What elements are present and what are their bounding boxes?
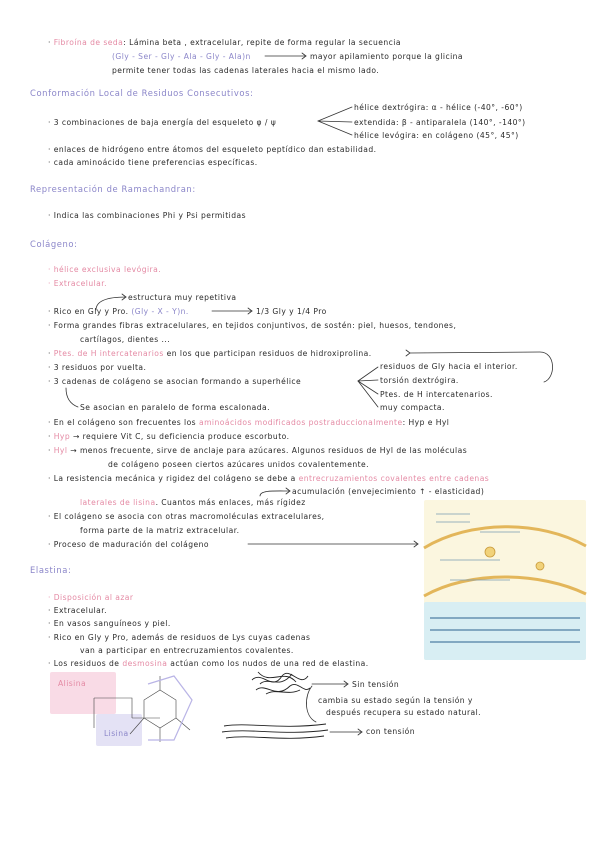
colageno-bullet-2: · Extracelular. (48, 279, 108, 288)
elastina-bullet-3: · En vasos sanguíneos y piel. (48, 619, 171, 628)
asocian-arrow (66, 388, 78, 407)
colageno-bullet-6: · 3 residuos por vuelta. (48, 363, 147, 372)
ramachandran-bullet-1: · Indica las combinaciones Phi y Psi permitidas (48, 211, 246, 220)
colageno-heading: Colágeno: (30, 239, 78, 249)
superhelix-prop-2: torsión dextrógira. (380, 376, 459, 385)
colageno-bullet-10b: de colágeno poseen ciertos azúcares unidos covalentemente. (108, 460, 370, 469)
superhelix-prop-1: residuos de Gly hacia el interior. (380, 362, 518, 371)
colageno-bullet-11: · La resistencia mecánica y rigidez del colágeno se debe a entrecruzamientos covalentes entre cadenas (48, 474, 490, 483)
colageno-bullet-10: · Hyl → menos frecuente, sirve de anclaje para azúcares. Algunos residuos de Hyl de las moléculas (48, 446, 468, 455)
colageno-bullet-8: · En el colágeno son frecuentes los aminoácidos modificados postraduccionalmente: Hyp e Hyl (48, 418, 450, 427)
con-tension-label: con tensión (366, 727, 415, 736)
elastin-stretched-network (222, 724, 328, 738)
ramachandran-heading: Representación de Ramachandran: (30, 184, 196, 194)
brace-levo (318, 121, 352, 135)
elastina-bullet-1: · Disposición al azar (48, 593, 134, 602)
hydroxyproline-arrow (410, 352, 553, 382)
cambia-label: cambia su estado según la tensión y (318, 696, 473, 705)
alisina-label: Alisina (58, 679, 87, 688)
colageno-bullet-7: · 3 cadenas de colágeno se asocian formando a superhélice (48, 377, 302, 386)
beta-label: extendida: β - antiparalela (140°, -140°) (354, 118, 526, 127)
collagen-illustration (424, 514, 586, 642)
fibroina-line-1: · Fibroína de seda: Lámina beta , extracelular, repite de forma regular la secuencia (48, 38, 401, 47)
elastina-bullet-4b: van a participar en entrecruzamientos covalentes. (80, 646, 294, 655)
colageno-bullet-9: · Hyp → requiere Vit C, su deficiencia produce escorbuto. (48, 432, 290, 441)
fibroina-line-3: permite tener todas las cadenas laterales hacia el mismo lado. (112, 66, 380, 75)
elastin-relaxed-network (252, 672, 310, 694)
cambia-arrow (306, 686, 316, 722)
repetitiva-note: estructura muy repetitiva (128, 293, 237, 302)
brace-beta (318, 121, 352, 122)
colageno-bullet-7b: Se asocian en paralelo de forma escalonada. (80, 403, 271, 412)
elastina-bullet-2: · Extracelular. (48, 606, 108, 615)
helix-label: hélice dextrógira: α - hélice (-40°, -60°) (354, 103, 523, 112)
desmosine-molecule (94, 676, 192, 742)
conformacion-bullet-3: · cada aminoácido tiene preferencias específicas. (48, 158, 258, 167)
superhelix-prop-3: Ptes. de H intercatenarios. (380, 390, 493, 399)
colageno-bullet-13: · Proceso de maduración del colágeno (48, 540, 210, 549)
acumulacion-arrow (260, 491, 290, 496)
elastina-heading: Elastina: (30, 565, 72, 575)
colageno-bullet-3: · Rico en Gly y Pro. (Gly - X - Y)n. (48, 307, 189, 316)
acumulacion-note: acumulación (envejecimiento ↑ - elasticidad) (292, 487, 485, 496)
colageno-bullet-5: · Ptes. de H intercatenarios en los que participan residuos de hidroxiprolina. (48, 349, 372, 358)
elastina-bullet-5: · Los residuos de desmosina actúan como los nudos de una red de elastina. (48, 659, 369, 668)
conformacion-heading: Conformación Local de Residuos Consecutivos: (30, 88, 254, 98)
superhelix-prop-4: muy compacta. (380, 403, 445, 412)
colageno-bullet-1: · hélice exclusiva levógira. (48, 265, 162, 274)
lisina-label: Lisina (104, 729, 129, 738)
gly-pro-ratio: 1/3 Gly y 1/4 Pro (256, 307, 327, 316)
colageno-bullet-4b: cartílagos, dientes ... (80, 335, 171, 344)
cambia-label-2: después recupera su estado natural. (326, 708, 482, 717)
fibroina-line-2: mayor apilamiento porque la glicina (310, 52, 463, 61)
elastina-bullet-4: · Rico en Gly y Pro, además de residuos de Lys cuyas cadenas (48, 633, 311, 642)
fibroina-term: Fibroína de seda (53, 38, 124, 47)
colageno-bullet-12: · El colágeno se asocia con otras macromoléculas extracelulares, (48, 512, 325, 521)
repetitiva-arrow (96, 297, 126, 310)
colageno-bullet-12b: forma parte de la matriz extracelular. (80, 526, 240, 535)
fibroina-sequence: (Gly - Ser - Gly - Ala - Gly - Ala)n (112, 52, 251, 61)
brace-helix (318, 107, 352, 121)
levogira-label: hélice levógira: en colágeno (45°, 45°) (354, 131, 519, 140)
brace-r1 (358, 367, 378, 381)
colageno-bullet-11b: laterales de lisina. Cuantos más enlaces, más rígidez (80, 498, 306, 507)
colageno-bullet-4: · Forma grandes fibras extracelulares, en tejidos conjuntivos, de sostén: piel, huesos, tendones, (48, 321, 457, 330)
conformacion-bullet-2: · enlaces de hidrógeno entre átomos del esqueleto peptídico dan estabilidad. (48, 145, 377, 154)
sin-tension-label: Sin tensión (352, 680, 400, 689)
conformacion-bullet-1: · 3 combinaciones de baja energía del esqueleto φ / ψ (48, 118, 277, 127)
